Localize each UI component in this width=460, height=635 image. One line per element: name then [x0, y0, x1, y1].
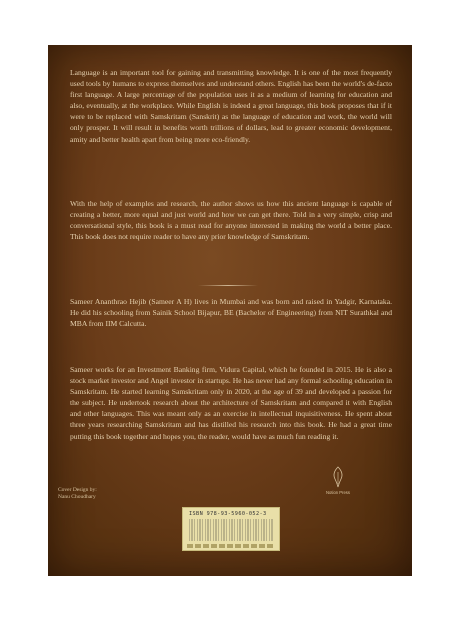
isbn-barcode [182, 507, 280, 551]
cover-design-credit [58, 487, 128, 501]
section-divider [198, 285, 258, 286]
cover-design-label: Cover Design by: [58, 487, 97, 493]
isbn-number: ISBN 978-93-5960-052-3 [189, 511, 267, 517]
blurb-paragraph: Language is an important tool for gaining and transmitting knowledge. It is one of the most frequently used tools by humans to express themselves and understand others. English has been the world's de-facto first language. A large percentage of the population uses it as a medium of learning for education and also, eventually, at the workplace. While English is indeed a great language, this book proposes that if it were to be replaced with Samskritam (Sanskrit) as the language of education and work, the world will only prosper. It will result in benefits worth trillions of dollars, lead to greater economic development, amity and better health apart from being more eco-friendly. [70, 68, 392, 144]
author-bio-paragraph: Sameer Ananthrao Hejib (Sameer A H) lives in Mumbai and was born and raised in Yadgir, Karnataka. He did his schooling from Sainik School Bijapur, BE (Bachelor of Engineering) from NIT Surathkal and MBA from IIM Calcutta. [70, 297, 392, 329]
barcode-bars [189, 519, 273, 541]
author-bio-paragraph: Sameer works for an Investment Banking firm, Vidura Capital, which he founded in 2015. He is also a stock market investor and Angel investor in startups. He has never had any formal schooling education in Samskritam. He started learning Samskritam only in 2020, at the age of 39 and developed a passion for the subject. He undertook research about the architecture of Samskritam and compared it with English and other languages. This was meant only as an exercise in intellectual inquisitiveness. He spent about three years researching Samskritam and has distilled his research into this book. He had a great time putting this book together and hopes you, the reader, would have as much fun reading it. [70, 365, 392, 441]
publisher-caption: Notion Press [326, 490, 350, 495]
barcode-footer-strip [187, 544, 275, 548]
publisher-logo-icon [330, 466, 346, 488]
cover-designer-name: Nanu Choudhary [58, 494, 96, 500]
blurb-paragraph: With the help of examples and research, the author shows us how this ancient language is capable of creating a better, more equal and just world and how we can get there. Told in a very simple, crisp and conversational style, this book is a must read for anyone interested in making the world a better place. This book does not require reader to have any prior knowledge of Samskritam. [70, 199, 392, 242]
